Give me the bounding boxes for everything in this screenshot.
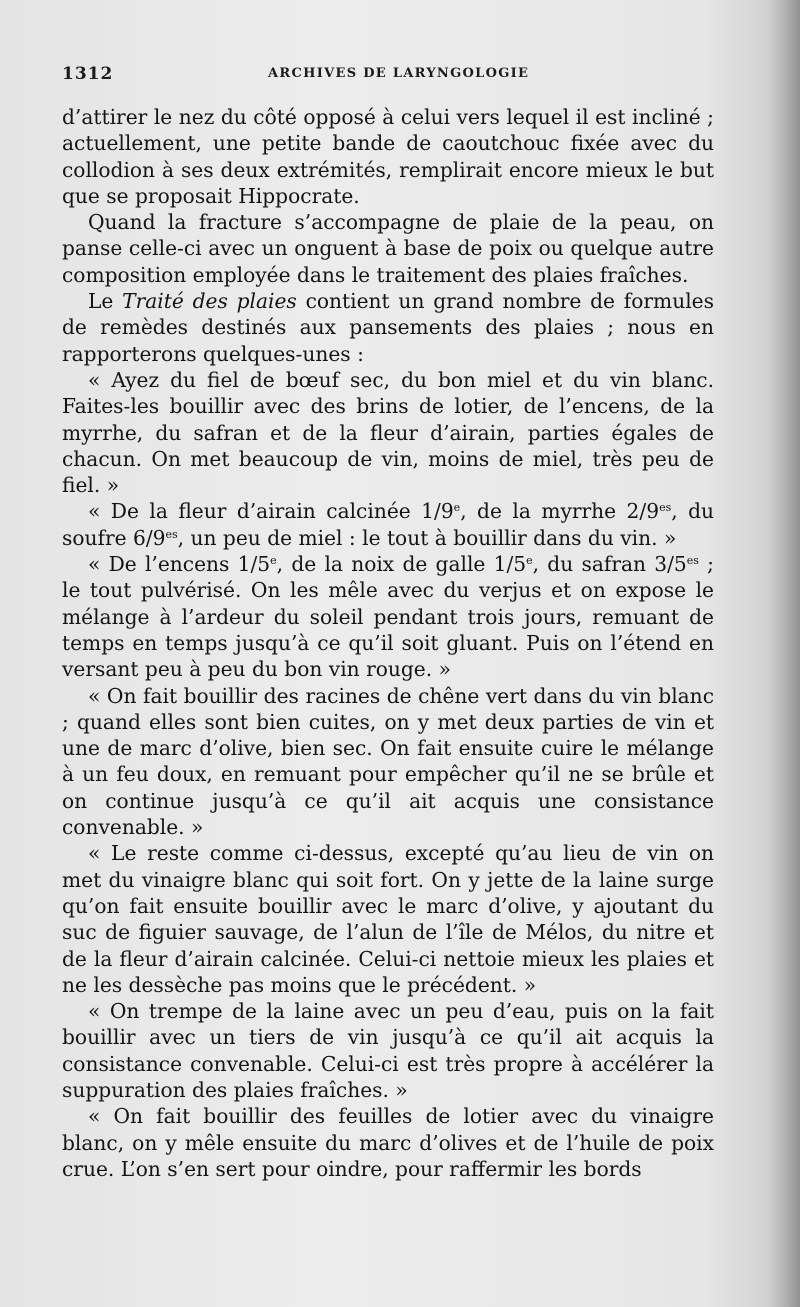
formula-quote-3	[62, 551, 714, 682]
page-number: 1312	[62, 64, 114, 84]
book-title-italic: Traité des plaies	[122, 289, 297, 314]
running-header	[62, 64, 712, 88]
text-segment: , de la noix de galle 1/5	[276, 552, 527, 577]
formula-quote-4: « On fait bouillir des racines de chêne vert dans du vin blanc ; quand elles sont bien cuites, on y met deux parties de vin et une de marc d’olive, bien sec. On fait ensuite cuire le mélange à un feu doux, en remuant pour empêcher qu’il ne se brûle et on continue jusqu’à ce qu’il ait acquis une consistance convenable. »	[62, 683, 714, 840]
text-segment: , du soufre 6/9	[62, 499, 715, 550]
paragraph-fracture-wound: Quand la fracture s’accompagne de plaie de la peau, on panse celle-ci avec un onguent à base de poix ou quelque autre composition employée dans le traitement des plaies fraîches.	[62, 210, 714, 287]
page-body-text	[62, 104, 714, 1182]
running-title: ARCHIVES DE LARYNGOLOGIE	[268, 66, 530, 81]
formula-quote-7: « On fait bouillir des feuilles de lotier avec du vinaigre blanc, on y mêle ensuite du marc d’olives et de l’huile de poix crue. L’on s’en sert pour oindre, pour raffermir les bords	[62, 1104, 714, 1181]
text-segment: « De la fleur d’airain calcinée 1/9	[88, 499, 454, 524]
text-segment: , de la myrrhe 2/9	[460, 499, 660, 524]
superscript: e	[453, 501, 461, 515]
superscript: e	[526, 553, 533, 567]
text-segment: ; le tout pulvérisé. On les mêle avec du verjus et on expose le mélange à l’ardeur du soleil pendant trois jours, remuant de temps en temps jusqu’à ce qu’il soit gluant. Puis on l’étend en versant peu à peu du bon vin rouge. »	[62, 552, 714, 682]
superscript: es	[686, 553, 699, 567]
paragraph-traite-des-plaies	[62, 288, 714, 367]
page-gutter-shadow	[766, 0, 800, 1307]
formula-quote-5: « Le reste comme ci-dessus, excepté qu’au lieu de vin on met du vinaigre blanc qui soit fort. On y jette de la laine surge qu’on fait ensuite bouillir avec le marc d’olive, y ajoutant du suc de figuier sauvage, de l’alun de l’île de Mélos, du nitre et de la fleur d’airain calcinée. Celui-ci nettoie mieux les plaies et ne les dessèche pas moins que le précédent. »	[62, 841, 714, 997]
formula-quote-1: « Ayez du fiel de bœuf sec, du bon miel et du vin blanc. Faites-les bouillir avec des brins de lotier, de l’encens, de la myrrhe, du safran et de la fleur d’airain, parties égales de chacun. On met beaucoup de vin, moins de miel, très peu de fiel. »	[62, 367, 714, 498]
text-segment: contient un grand nombre de formules de remèdes destinés aux pansements des plaies ; nous en rapporterons quelques-unes :	[62, 289, 714, 366]
text-segment: , du safran 3/5	[532, 552, 687, 577]
text-segment: , un peu de miel : le tout à bouillir dans du vin. »	[177, 525, 677, 550]
superscript: es	[165, 527, 178, 541]
superscript: e	[270, 553, 277, 567]
text-segment: « De l’encens 1/5	[88, 552, 271, 577]
paragraph-continued: d’attirer le nez du côté opposé à celui vers lequel il est incliné ; actuellement, une petite bande de caoutchouc fixée avec du collodion à ses deux extrémités, remplirait encore mieux le but que se proposait Hippocrate.	[62, 105, 714, 208]
formula-quote-2	[62, 498, 714, 551]
text-segment: Le	[88, 289, 123, 314]
superscript: es	[659, 501, 672, 515]
formula-quote-6: « On trempe de la laine avec un peu d’eau, puis on la fait bouillir avec un tiers de vin jusqu’à ce qu’il ait acquis la consistance convenable. Celui-ci est très propre à accélérer la suppuration des plaies fraîches. »	[62, 999, 714, 1102]
